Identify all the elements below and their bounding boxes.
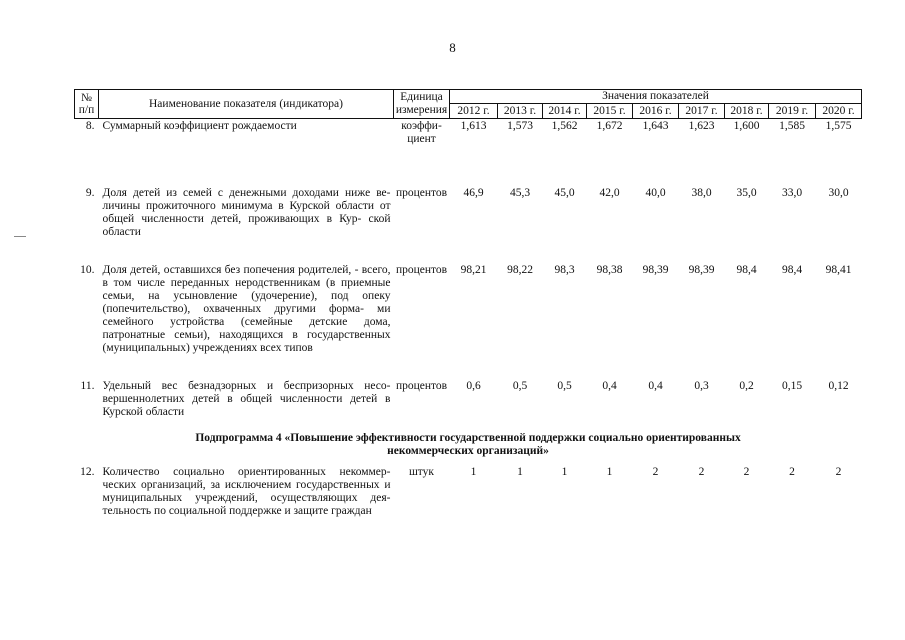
indicator-value: 2 bbox=[698, 466, 705, 478]
indicator-unit: процентов bbox=[395, 187, 448, 199]
indicator-value: 98,38 bbox=[596, 264, 623, 276]
indicator-value: 2 bbox=[835, 466, 842, 478]
indicator-value: 0,4 bbox=[602, 380, 617, 392]
subprogram-row bbox=[75, 432, 862, 466]
indicator-value: 2 bbox=[743, 466, 750, 478]
header-values-group: Значения показателей bbox=[450, 90, 862, 104]
row-number: 11. bbox=[80, 380, 95, 392]
indicator-value: 1,575 bbox=[825, 120, 852, 132]
table-header bbox=[75, 90, 862, 119]
indicator-value: 1,562 bbox=[551, 120, 578, 132]
indicator-value: 1,613 bbox=[460, 120, 487, 132]
indicator-value: 0,15 bbox=[781, 380, 803, 392]
indicator-value: 1 bbox=[517, 466, 523, 478]
indicator-value: 35,0 bbox=[736, 187, 757, 199]
indicator-value: 1,600 bbox=[733, 120, 760, 132]
indicator-value: 38,0 bbox=[691, 187, 712, 199]
header-year: 2016 г. bbox=[633, 104, 679, 119]
header-unit: Единица измерения bbox=[394, 90, 450, 119]
indicator-unit: процентов bbox=[395, 380, 448, 392]
indicator-name: Доля детей, оставшихся без попечения родителей, - всего, в том числе переданных неродственникам (в приемные семьи, на усыновление (удочерение), под опеку (попечительство), охваченных другими форма- ми семейного устройства (семейные детские дома, патронатные семьи), находящихся в государственных (муниципальных) учреждениях всех типов bbox=[102, 264, 391, 354]
header-year: 2015 г. bbox=[587, 104, 633, 119]
indicator-value: 98,21 bbox=[460, 264, 487, 276]
indicator-value: 45,3 bbox=[509, 187, 531, 199]
indicator-value: 46,9 bbox=[463, 187, 484, 199]
indicator-value: 42,0 bbox=[599, 187, 620, 199]
indicator-value: 2 bbox=[652, 466, 659, 478]
indicator-value: 2 bbox=[789, 466, 795, 478]
table-row bbox=[75, 374, 862, 432]
header-year: 2012 г. bbox=[450, 104, 498, 119]
indicator-value: 0,5 bbox=[557, 380, 572, 392]
indicator-value: 0,4 bbox=[648, 380, 663, 392]
indicator-value: 1,573 bbox=[507, 120, 533, 132]
indicator-name: Суммарный коэффициент рождаемости bbox=[102, 120, 297, 132]
indicator-value: 98,41 bbox=[825, 264, 852, 276]
header-year: 2018 г. bbox=[725, 104, 769, 119]
indicator-value: 0,12 bbox=[828, 380, 849, 392]
table-row bbox=[75, 466, 862, 518]
row-number: 9. bbox=[85, 187, 95, 199]
indicator-value: 98,4 bbox=[781, 264, 803, 276]
row-number: 12. bbox=[80, 466, 95, 478]
subprogram-heading: Подпрограмма 4 «Повышение эффективности государственной поддержки социально ориентированных некоммерческих организаций» bbox=[195, 432, 741, 457]
indicator-value: 45,0 bbox=[554, 187, 575, 199]
row-number: 8. bbox=[85, 120, 95, 132]
header-num: № п/п bbox=[75, 90, 99, 119]
indicator-unit: штук bbox=[408, 466, 435, 478]
header-year: 2014 г. bbox=[543, 104, 587, 119]
header-year: 2019 г. bbox=[769, 104, 816, 119]
row-number: 10. bbox=[80, 264, 95, 276]
indicator-value: 40,0 bbox=[645, 187, 666, 199]
indicators-table bbox=[74, 89, 862, 518]
page-number: 8 bbox=[449, 40, 456, 55]
table-row bbox=[75, 179, 862, 257]
indicator-value: 1,585 bbox=[779, 120, 805, 132]
header-year: 2013 г. bbox=[498, 104, 543, 119]
indicator-value: 0,2 bbox=[739, 380, 754, 392]
indicator-value: 1,643 bbox=[642, 120, 669, 132]
indicator-value: 33,0 bbox=[781, 187, 803, 199]
indicator-value: 98,4 bbox=[736, 264, 757, 276]
indicator-value: 1,623 bbox=[688, 120, 715, 132]
indicator-value: 98,3 bbox=[554, 264, 575, 276]
indicator-unit: коэффи- циент bbox=[401, 120, 442, 145]
indicator-value: 98,39 bbox=[642, 264, 669, 276]
header-name: Наименование показателя (индикатора) bbox=[99, 90, 394, 119]
indicator-value: 1 bbox=[470, 466, 477, 478]
indicator-value: 98,22 bbox=[507, 264, 533, 276]
indicator-value: 98,39 bbox=[688, 264, 715, 276]
indicator-name: Удельный вес безнадзорных и беспризорных несо- вершеннолетних детей в общей численности детей в Курской области bbox=[102, 380, 391, 418]
margin-mark bbox=[14, 236, 26, 237]
indicator-value: 1 bbox=[606, 466, 613, 478]
indicator-value: 30,0 bbox=[828, 187, 849, 199]
indicator-value: 0,6 bbox=[466, 380, 481, 392]
header-year: 2017 г. bbox=[679, 104, 725, 119]
header-year: 2020 г. bbox=[816, 104, 862, 119]
indicator-unit: процентов bbox=[395, 264, 448, 276]
indicator-name: Количество социально ориентированных некоммер- ческих организаций, за исключением государственных и муниципальных учреждений, осуществляющих дея- тельность по социальной поддержке и защите граждан bbox=[102, 466, 391, 517]
table-row bbox=[75, 119, 862, 180]
indicator-value: 0,3 bbox=[694, 380, 709, 392]
indicator-name: Доля детей из семей с денежными доходами ниже ве- личины прожиточного минимума в Курской области от общей численности детей, проживающих в Кур- ской области bbox=[102, 187, 391, 238]
indicator-value: 1,672 bbox=[596, 120, 623, 132]
indicator-value: 1 bbox=[561, 466, 568, 478]
indicator-value: 0,5 bbox=[512, 380, 528, 392]
table-row bbox=[75, 257, 862, 374]
